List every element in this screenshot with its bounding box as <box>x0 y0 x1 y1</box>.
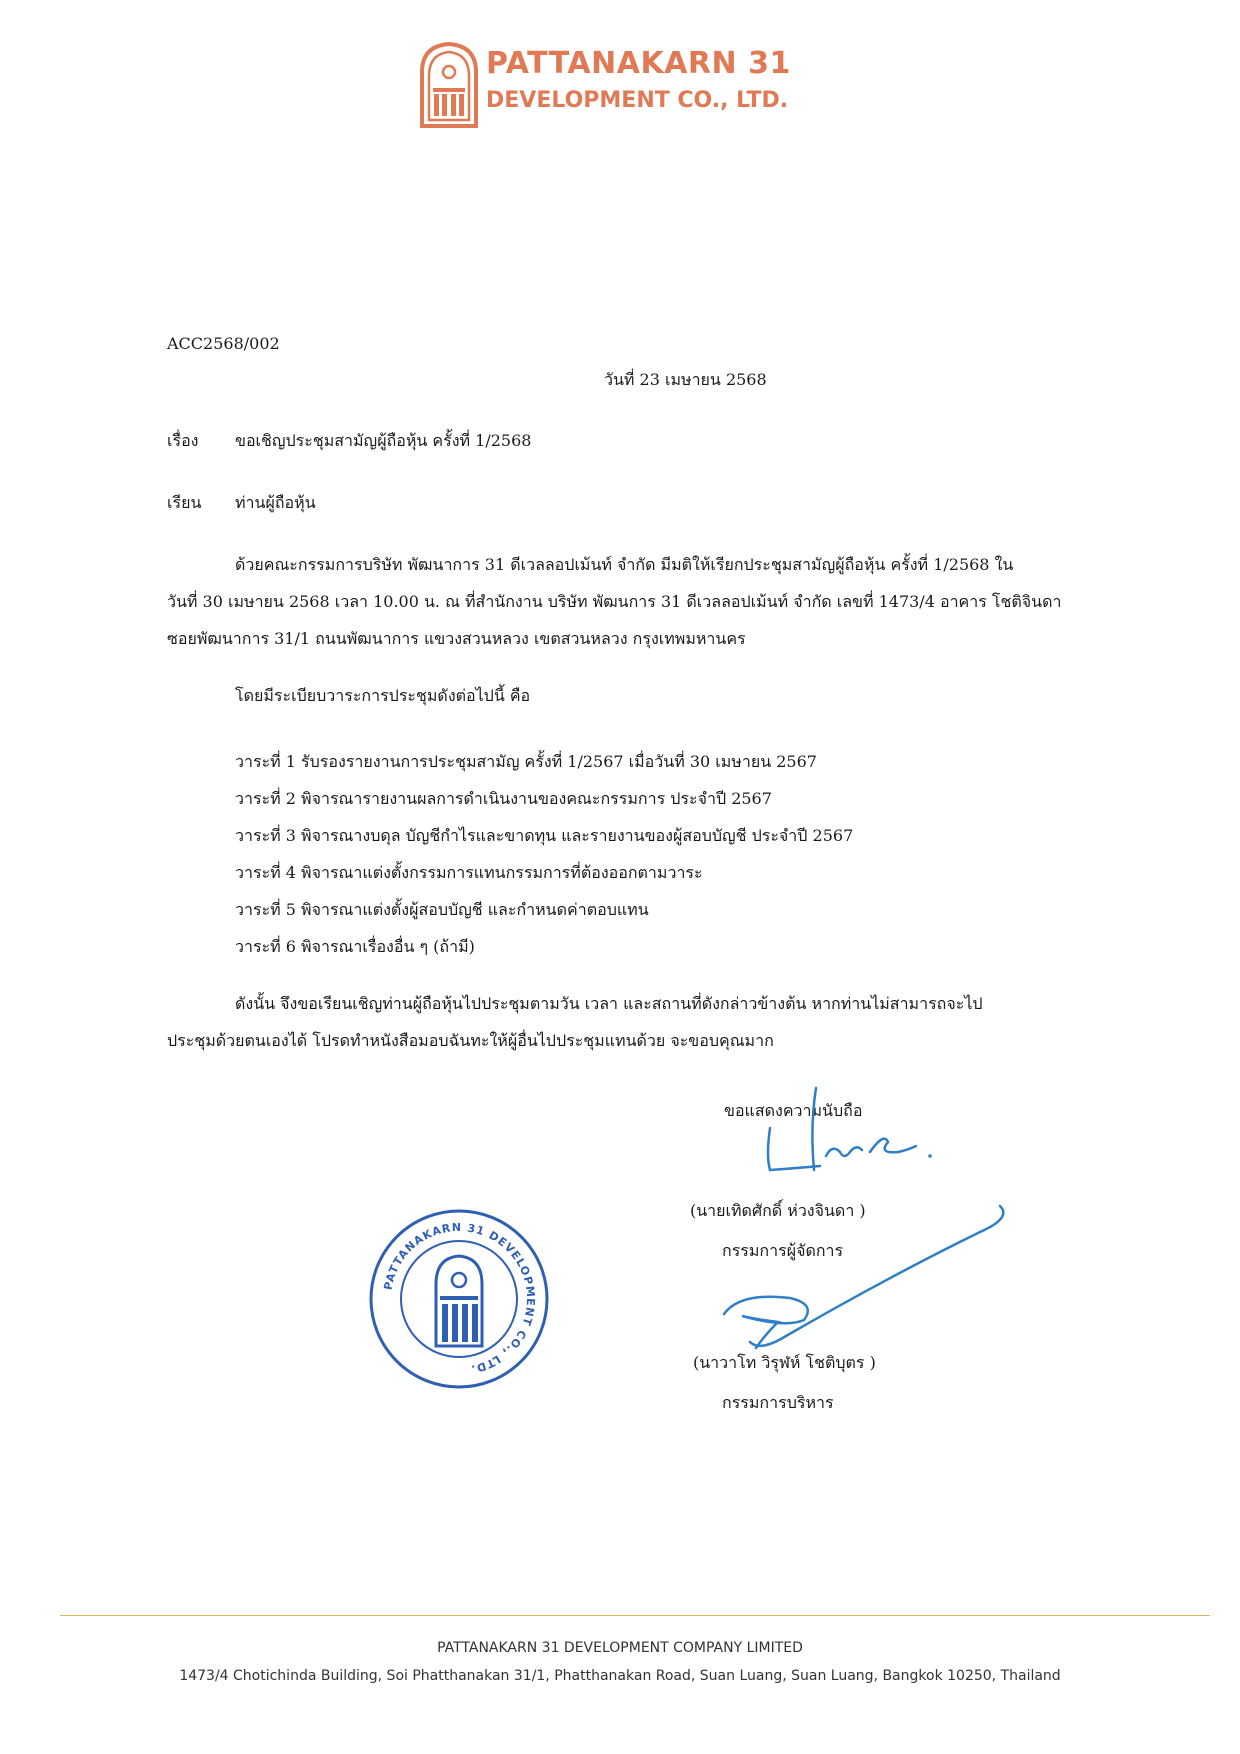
agenda-item: วาระที่ 2 พิจารณารายงานผลการดำเนินงานของคณะกรรมการ ประจำปี 2567 <box>235 789 772 808</box>
svg-text:PATTANAKARN 31 DEVELOPMENT CO.: PATTANAKARN 31 DEVELOPMENT CO., LTD. <box>381 1220 538 1376</box>
letterhead-logo <box>418 40 798 132</box>
salutation-label: เรียน <box>167 493 202 512</box>
company-name-line1: PATTANAKARN 31 <box>486 46 791 81</box>
agenda-item: วาระที่ 1 รับรองรายงานการประชุมสามัญ ครั้งที่ 1/2567 เมื่อวันที่ 30 เมษายน 2567 <box>235 752 817 771</box>
salutation-text: ท่านผู้ถือหุ้น <box>235 493 316 512</box>
signatory-1-name: (นายเทิดศักดิ์ ห่วงจินดา ) <box>690 1201 866 1220</box>
agenda-list <box>235 743 853 965</box>
company-seal-icon <box>366 1206 552 1392</box>
footer-company-name: PATTANAKARN 31 DEVELOPMENT COMPANY LIMITED <box>437 1640 803 1656</box>
body-line: ซอยพัฒนาการ 31/1 ถนนพัฒนาการ แขวงสวนหลวง เขตสวนหลวง กรุงเทพมหานคร <box>167 629 746 648</box>
signature-1-icon <box>758 1086 938 1176</box>
company-name-line2: DEVELOPMENT CO., LTD. <box>486 88 789 113</box>
subject-text: ขอเชิญประชุมสามัญผู้ถือหุ้น ครั้งที่ 1/2568 <box>235 431 532 450</box>
signatory-1-title: กรรมการผู้จัดการ <box>722 1241 844 1260</box>
signature-2-icon <box>720 1196 1020 1366</box>
agenda-intro: โดยมีระเบียบวาระการประชุมดังต่อไปนี้ คือ <box>235 686 531 705</box>
footer-address: 1473/4 Chotichinda Building, Soi Phatthanakan 31/1, Phatthanakan Road, Suan Luang, Suan Luang, Bangkok 10250, Thailand <box>179 1668 1061 1684</box>
body-paragraph <box>167 546 1077 657</box>
closing-line: ประชุมด้วยตนเองได้ โปรดทำหนังสือมอบฉันทะให้ผู้อื่นไปประชุมแทนด้วย จะขอบคุณมาก <box>167 1031 774 1050</box>
reference-number: ACC2568/002 <box>167 334 280 353</box>
agenda-item: วาระที่ 6 พิจารณาเรื่องอื่น ๆ (ถ้ามี) <box>235 937 475 956</box>
signatory-2-name: (นาวาโท วิรุฬห์ โชติบุตร ) <box>693 1353 876 1372</box>
footer-divider <box>60 1615 1210 1616</box>
subject-label: เรื่อง <box>167 431 199 450</box>
closing-line: ดังนั้น จึงขอเรียนเชิญท่านผู้ถือหุ้นไปประชุมตามวัน เวลา และสถานที่ดังกล่าวข้างต้น หากท่านไม่สามารถจะไป <box>235 994 983 1013</box>
agenda-item: วาระที่ 5 พิจารณาแต่งตั้งผู้สอบบัญชี และกำหนดค่าตอบแทน <box>235 900 649 919</box>
chapel-window-logo-icon <box>418 42 480 128</box>
closing-paragraph <box>167 985 1077 1059</box>
letter-date: วันที่ 23 เมษายน 2568 <box>604 370 767 389</box>
body-line: ด้วยคณะกรรมการบริษัท พัฒนาการ 31 ดีเวลลอปเม้นท์ จำกัด มีมติให้เรียกประชุมสามัญผู้ถือหุ้น ครั้งที่ 1/2568 ใน <box>235 555 1014 574</box>
agenda-item: วาระที่ 4 พิจารณาแต่งตั้งกรรมการแทนกรรมการที่ต้องออกตามวาระ <box>235 863 703 882</box>
agenda-item: วาระที่ 3 พิจารณางบดุล บัญชีกำไรและขาดทุน และรายงานของผู้สอบบัญชี ประจำปี 2567 <box>235 826 854 845</box>
sign-off: ขอแสดงความนับถือ <box>724 1101 863 1120</box>
signatory-2-title: กรรมการบริหาร <box>722 1393 834 1412</box>
body-line: วันที่ 30 เมษายน 2568 เวลา 10.00 น. ณ ที่สำนักงาน บริษัท พัฒนการ 31 ดีเวลลอปเม้นท์ จำกัด เลขที่ 1473/4 อาคาร โชติจินดา <box>167 592 1062 611</box>
